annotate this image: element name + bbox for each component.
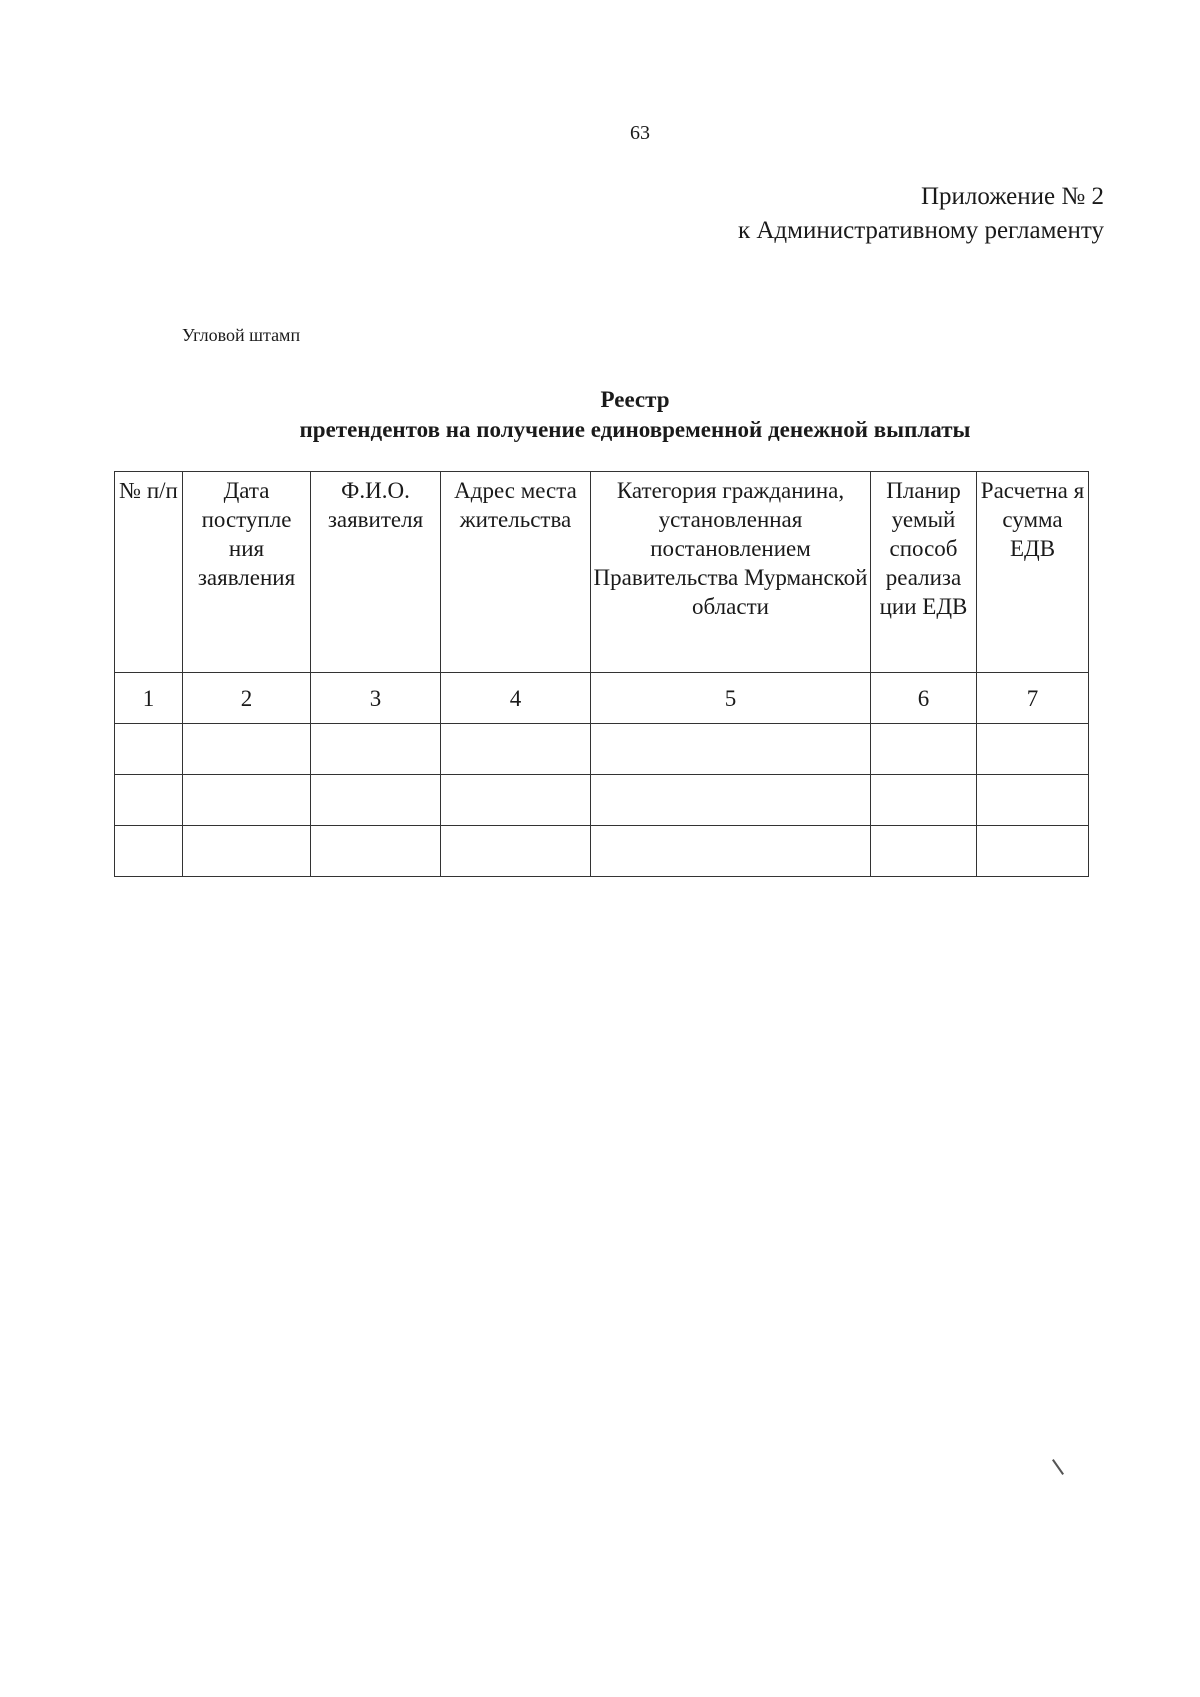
table-cell: [871, 826, 977, 877]
table-cell: [441, 724, 591, 775]
column-number-cell: 2: [183, 673, 311, 724]
table-cell: [183, 775, 311, 826]
column-number-cell: 7: [977, 673, 1089, 724]
table-cell: [977, 826, 1089, 877]
column-number-cell: 1: [115, 673, 183, 724]
table-cell: [977, 775, 1089, 826]
column-number-cell: 3: [311, 673, 441, 724]
header-cell-date: Дата поступле ния заявления: [183, 472, 311, 673]
table-cell: [441, 775, 591, 826]
document-title: [235, 385, 1035, 445]
table-cell: [115, 775, 183, 826]
table-cell: [871, 724, 977, 775]
table-cell: [183, 826, 311, 877]
header-cell-amount: Расчетна я сумма ЕДВ: [977, 472, 1089, 673]
corner-stamp-label: Угловой штамп: [182, 325, 301, 345]
table-cell: [311, 826, 441, 877]
table-cell: [977, 724, 1089, 775]
table-cell: [311, 775, 441, 826]
table-cell: [115, 724, 183, 775]
table-cell: [871, 775, 977, 826]
column-number-cell: 4: [441, 673, 591, 724]
header-cell-number: № п/п: [115, 472, 183, 673]
table-cell: [441, 826, 591, 877]
table-cell: [591, 826, 871, 877]
appendix-line-2: к Административному регламенту: [737, 217, 1104, 244]
header-cell-applicant-name: Ф.И.О. заявителя: [311, 472, 441, 673]
title-line-2: претендентов на получение единовременной денежной выплаты: [299, 417, 971, 442]
page-number: 63: [630, 122, 650, 144]
title-line-1: Реестр: [600, 387, 670, 412]
table-cell: [183, 724, 311, 775]
table-row: [115, 724, 1089, 775]
appendix-reference: [738, 180, 1104, 248]
column-number-cell: 5: [591, 673, 871, 724]
table-cell: [115, 826, 183, 877]
column-number-row: [115, 673, 1089, 724]
register-table: [114, 471, 1089, 877]
appendix-line-1: Приложение № 2: [920, 183, 1104, 210]
table-cell: [591, 724, 871, 775]
table-row: [115, 826, 1089, 877]
table-cell: [311, 724, 441, 775]
header-cell-category: Категория гражданина, установленная постановлением Правительства Мурманской области: [591, 472, 871, 673]
scan-pen-mark: [1052, 1459, 1064, 1475]
header-cell-payment-method: Планир уемый способ реализа ции ЕДВ: [871, 472, 977, 673]
header-cell-address: Адрес места жительства: [441, 472, 591, 673]
table-header-row: [115, 472, 1089, 673]
table-row: [115, 775, 1089, 826]
table-cell: [591, 775, 871, 826]
column-number-cell: 6: [871, 673, 977, 724]
